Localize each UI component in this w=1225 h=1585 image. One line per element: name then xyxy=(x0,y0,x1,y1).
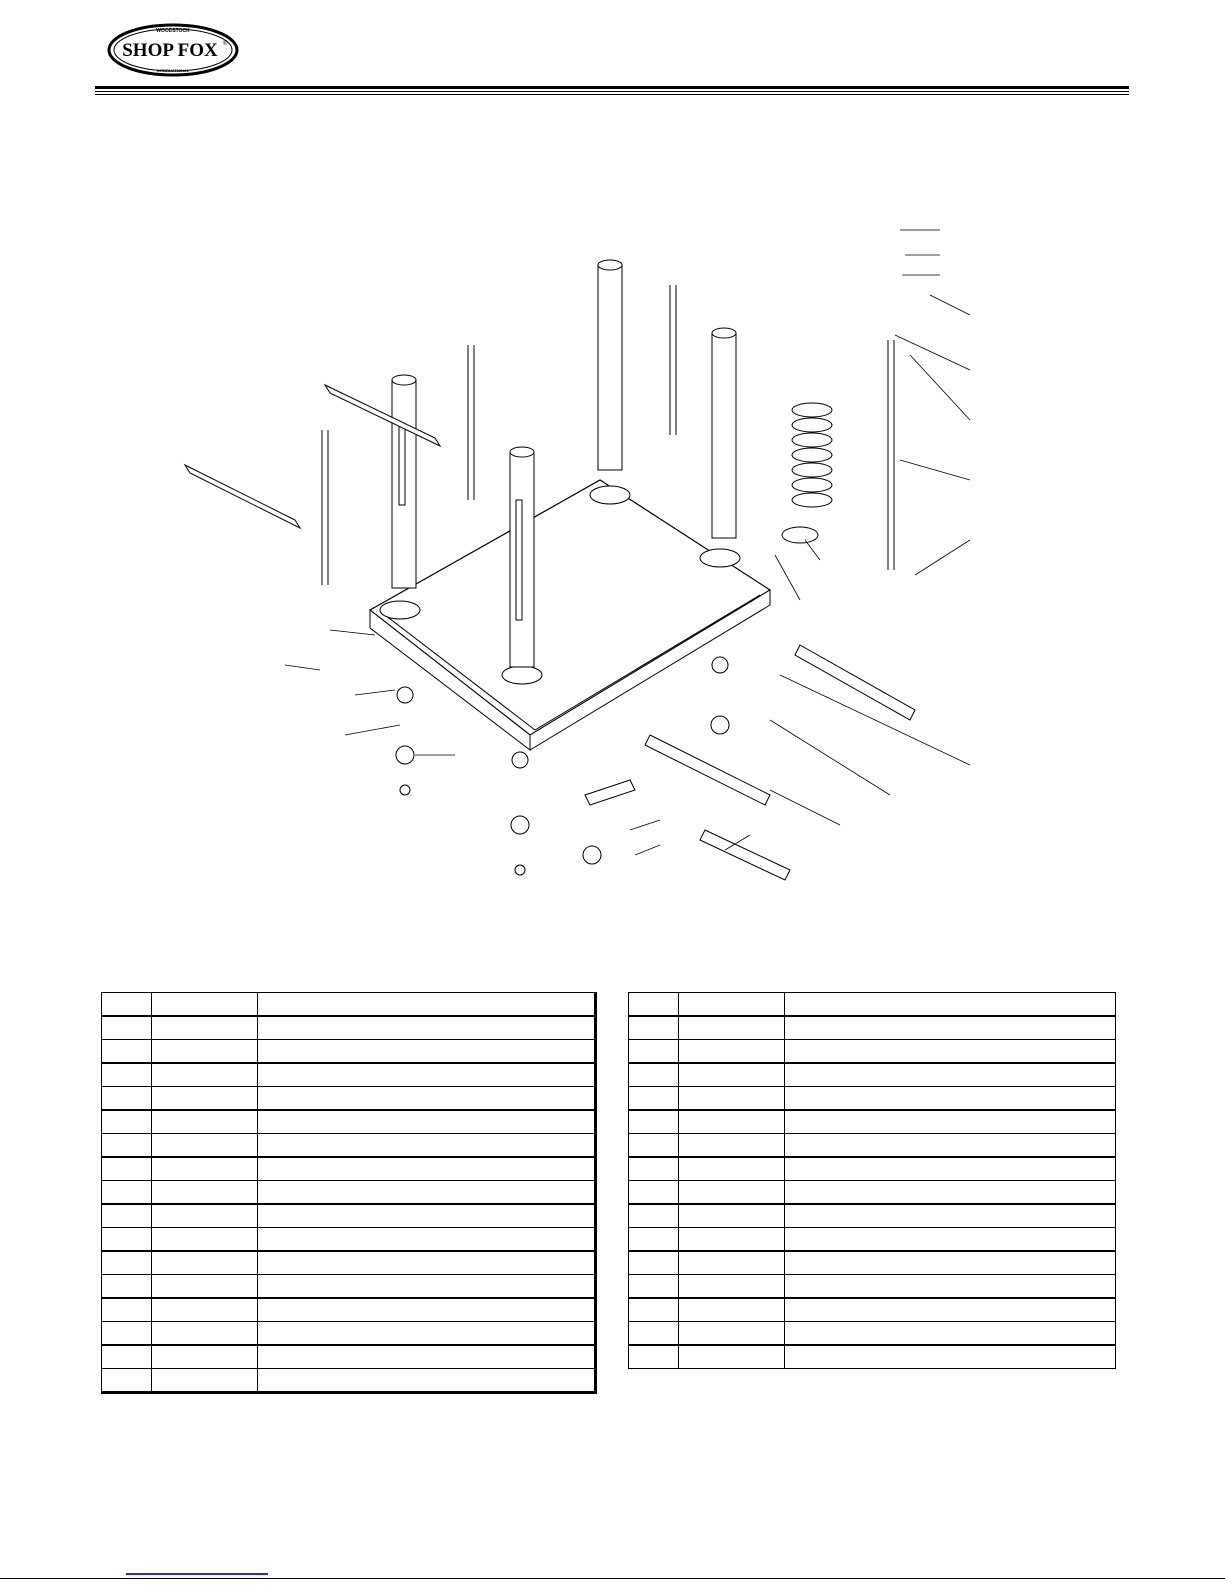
exploded-parts-diagram xyxy=(180,190,980,900)
table-header-row xyxy=(629,993,1116,1017)
table-cell xyxy=(785,1275,1116,1299)
table-cell xyxy=(258,1134,596,1158)
table-row xyxy=(629,1016,1116,1040)
table-cell xyxy=(785,1228,1116,1252)
header-rule-thin xyxy=(95,91,1129,92)
table-cell xyxy=(102,1228,152,1252)
table-cell xyxy=(152,1251,258,1275)
table-cell xyxy=(679,1345,785,1369)
header-cell xyxy=(679,993,785,1017)
table-header-row xyxy=(102,993,596,1017)
table-cell xyxy=(152,1322,258,1346)
table-cell xyxy=(679,1181,785,1205)
table-cell xyxy=(102,1275,152,1299)
table-row xyxy=(629,1063,1116,1087)
table-cell xyxy=(679,1251,785,1275)
table-row xyxy=(102,1134,596,1158)
table-row xyxy=(102,1251,596,1275)
table-cell xyxy=(152,1181,258,1205)
table-cell xyxy=(102,1181,152,1205)
table-cell xyxy=(785,1087,1116,1111)
table-cell xyxy=(629,1110,679,1134)
table-row xyxy=(102,1110,596,1134)
table-cell xyxy=(785,1157,1116,1181)
table-cell xyxy=(152,1157,258,1181)
header-cell xyxy=(258,993,596,1017)
table-cell xyxy=(629,1322,679,1346)
table-cell xyxy=(258,1181,596,1205)
table-cell xyxy=(785,1298,1116,1322)
table-cell xyxy=(679,1157,785,1181)
table-cell xyxy=(679,1110,785,1134)
table-cell xyxy=(785,1204,1116,1228)
table-cell xyxy=(785,1016,1116,1040)
table-cell xyxy=(258,1040,596,1064)
table-row xyxy=(629,1157,1116,1181)
table-row xyxy=(102,1275,596,1299)
table-cell xyxy=(629,1157,679,1181)
table-cell xyxy=(679,1228,785,1252)
table-cell xyxy=(785,1181,1116,1205)
logo-top-arc-text: WOODSTOCK xyxy=(156,28,190,34)
table-cell xyxy=(785,1251,1116,1275)
table-row xyxy=(102,1016,596,1040)
table-row xyxy=(102,1345,596,1369)
table-row xyxy=(102,1322,596,1346)
header-rule xyxy=(95,86,1129,89)
table-cell xyxy=(258,1298,596,1322)
table-cell xyxy=(152,1087,258,1111)
table-cell xyxy=(679,1040,785,1064)
table-cell xyxy=(785,1134,1116,1158)
table-cell xyxy=(629,1040,679,1064)
table-cell xyxy=(258,1063,596,1087)
table-row xyxy=(629,1228,1116,1252)
table-cell xyxy=(258,1204,596,1228)
logo-bottom-arc-text: INTERNATIONAL xyxy=(156,68,190,73)
table-cell xyxy=(102,1110,152,1134)
table-cell xyxy=(629,1251,679,1275)
table-cell xyxy=(102,1087,152,1111)
table-cell xyxy=(152,1204,258,1228)
table-cell xyxy=(258,1016,596,1040)
table-cell xyxy=(102,1298,152,1322)
table-cell xyxy=(102,1345,152,1369)
header-cell xyxy=(785,993,1116,1017)
table-cell xyxy=(102,1016,152,1040)
table-cell xyxy=(152,1016,258,1040)
table-cell xyxy=(152,1040,258,1064)
table-cell xyxy=(102,1322,152,1346)
table-cell xyxy=(152,1063,258,1087)
table-row xyxy=(102,1157,596,1181)
table-row xyxy=(102,1228,596,1252)
table-cell xyxy=(258,1369,596,1393)
table-row xyxy=(629,1087,1116,1111)
table-cell xyxy=(258,1251,596,1275)
table-cell xyxy=(258,1110,596,1134)
table-row xyxy=(102,1040,596,1064)
table-row xyxy=(629,1134,1116,1158)
table-cell xyxy=(679,1087,785,1111)
parts-table-left xyxy=(101,992,597,1394)
table-cell xyxy=(679,1016,785,1040)
table-cell xyxy=(152,1134,258,1158)
table-cell xyxy=(152,1345,258,1369)
table-cell xyxy=(679,1322,785,1346)
table-row xyxy=(629,1275,1116,1299)
table-cell xyxy=(102,1204,152,1228)
table-row xyxy=(102,1204,596,1228)
table-cell xyxy=(629,1204,679,1228)
table-cell xyxy=(258,1087,596,1111)
table-cell xyxy=(258,1345,596,1369)
table-cell xyxy=(629,1016,679,1040)
table-row xyxy=(629,1204,1116,1228)
table-cell xyxy=(152,1275,258,1299)
header-cell xyxy=(152,993,258,1017)
table-cell xyxy=(258,1275,596,1299)
table-cell xyxy=(629,1087,679,1111)
shop-fox-logo xyxy=(106,22,240,78)
table-cell xyxy=(629,1345,679,1369)
table-row xyxy=(102,1063,596,1087)
logo-registered-mark: ® xyxy=(223,41,228,47)
table-cell xyxy=(785,1322,1116,1346)
table-cell xyxy=(152,1298,258,1322)
table-cell xyxy=(629,1275,679,1299)
table-row xyxy=(629,1040,1116,1064)
table-row xyxy=(629,1345,1116,1369)
parts-table-right xyxy=(628,992,1116,1369)
table-cell xyxy=(629,1181,679,1205)
table-cell xyxy=(629,1298,679,1322)
table-cell xyxy=(785,1110,1116,1134)
table-cell xyxy=(152,1228,258,1252)
table-cell xyxy=(258,1228,596,1252)
header-cell xyxy=(629,993,679,1017)
table-cell xyxy=(152,1369,258,1393)
logo-brand-name: SHOP FOX xyxy=(122,40,218,61)
table-row xyxy=(629,1181,1116,1205)
table-cell xyxy=(258,1157,596,1181)
table-cell xyxy=(679,1204,785,1228)
table-cell xyxy=(785,1040,1116,1064)
footer-rule xyxy=(0,1578,1225,1579)
table-cell xyxy=(679,1298,785,1322)
table-cell xyxy=(102,1134,152,1158)
table-row xyxy=(102,1298,596,1322)
footer-link-underline[interactable] xyxy=(126,1573,268,1575)
table-cell xyxy=(102,1369,152,1393)
header-rule-thin-2 xyxy=(95,94,1129,95)
table-cell xyxy=(679,1275,785,1299)
table-row xyxy=(629,1110,1116,1134)
table-cell xyxy=(629,1063,679,1087)
table-cell xyxy=(629,1134,679,1158)
table-row xyxy=(102,1369,596,1393)
table-row xyxy=(629,1251,1116,1275)
table-cell xyxy=(152,1110,258,1134)
table-cell xyxy=(785,1063,1116,1087)
table-cell xyxy=(785,1345,1116,1369)
table-row xyxy=(629,1322,1116,1346)
table-cell xyxy=(102,1063,152,1087)
table-cell xyxy=(679,1063,785,1087)
table-cell xyxy=(629,1228,679,1252)
table-cell xyxy=(102,1157,152,1181)
table-cell xyxy=(102,1040,152,1064)
table-row xyxy=(102,1181,596,1205)
table-cell xyxy=(102,1251,152,1275)
table-cell xyxy=(679,1134,785,1158)
table-row xyxy=(102,1087,596,1111)
table-row xyxy=(629,1298,1116,1322)
header-cell xyxy=(102,993,152,1017)
table-cell xyxy=(258,1322,596,1346)
